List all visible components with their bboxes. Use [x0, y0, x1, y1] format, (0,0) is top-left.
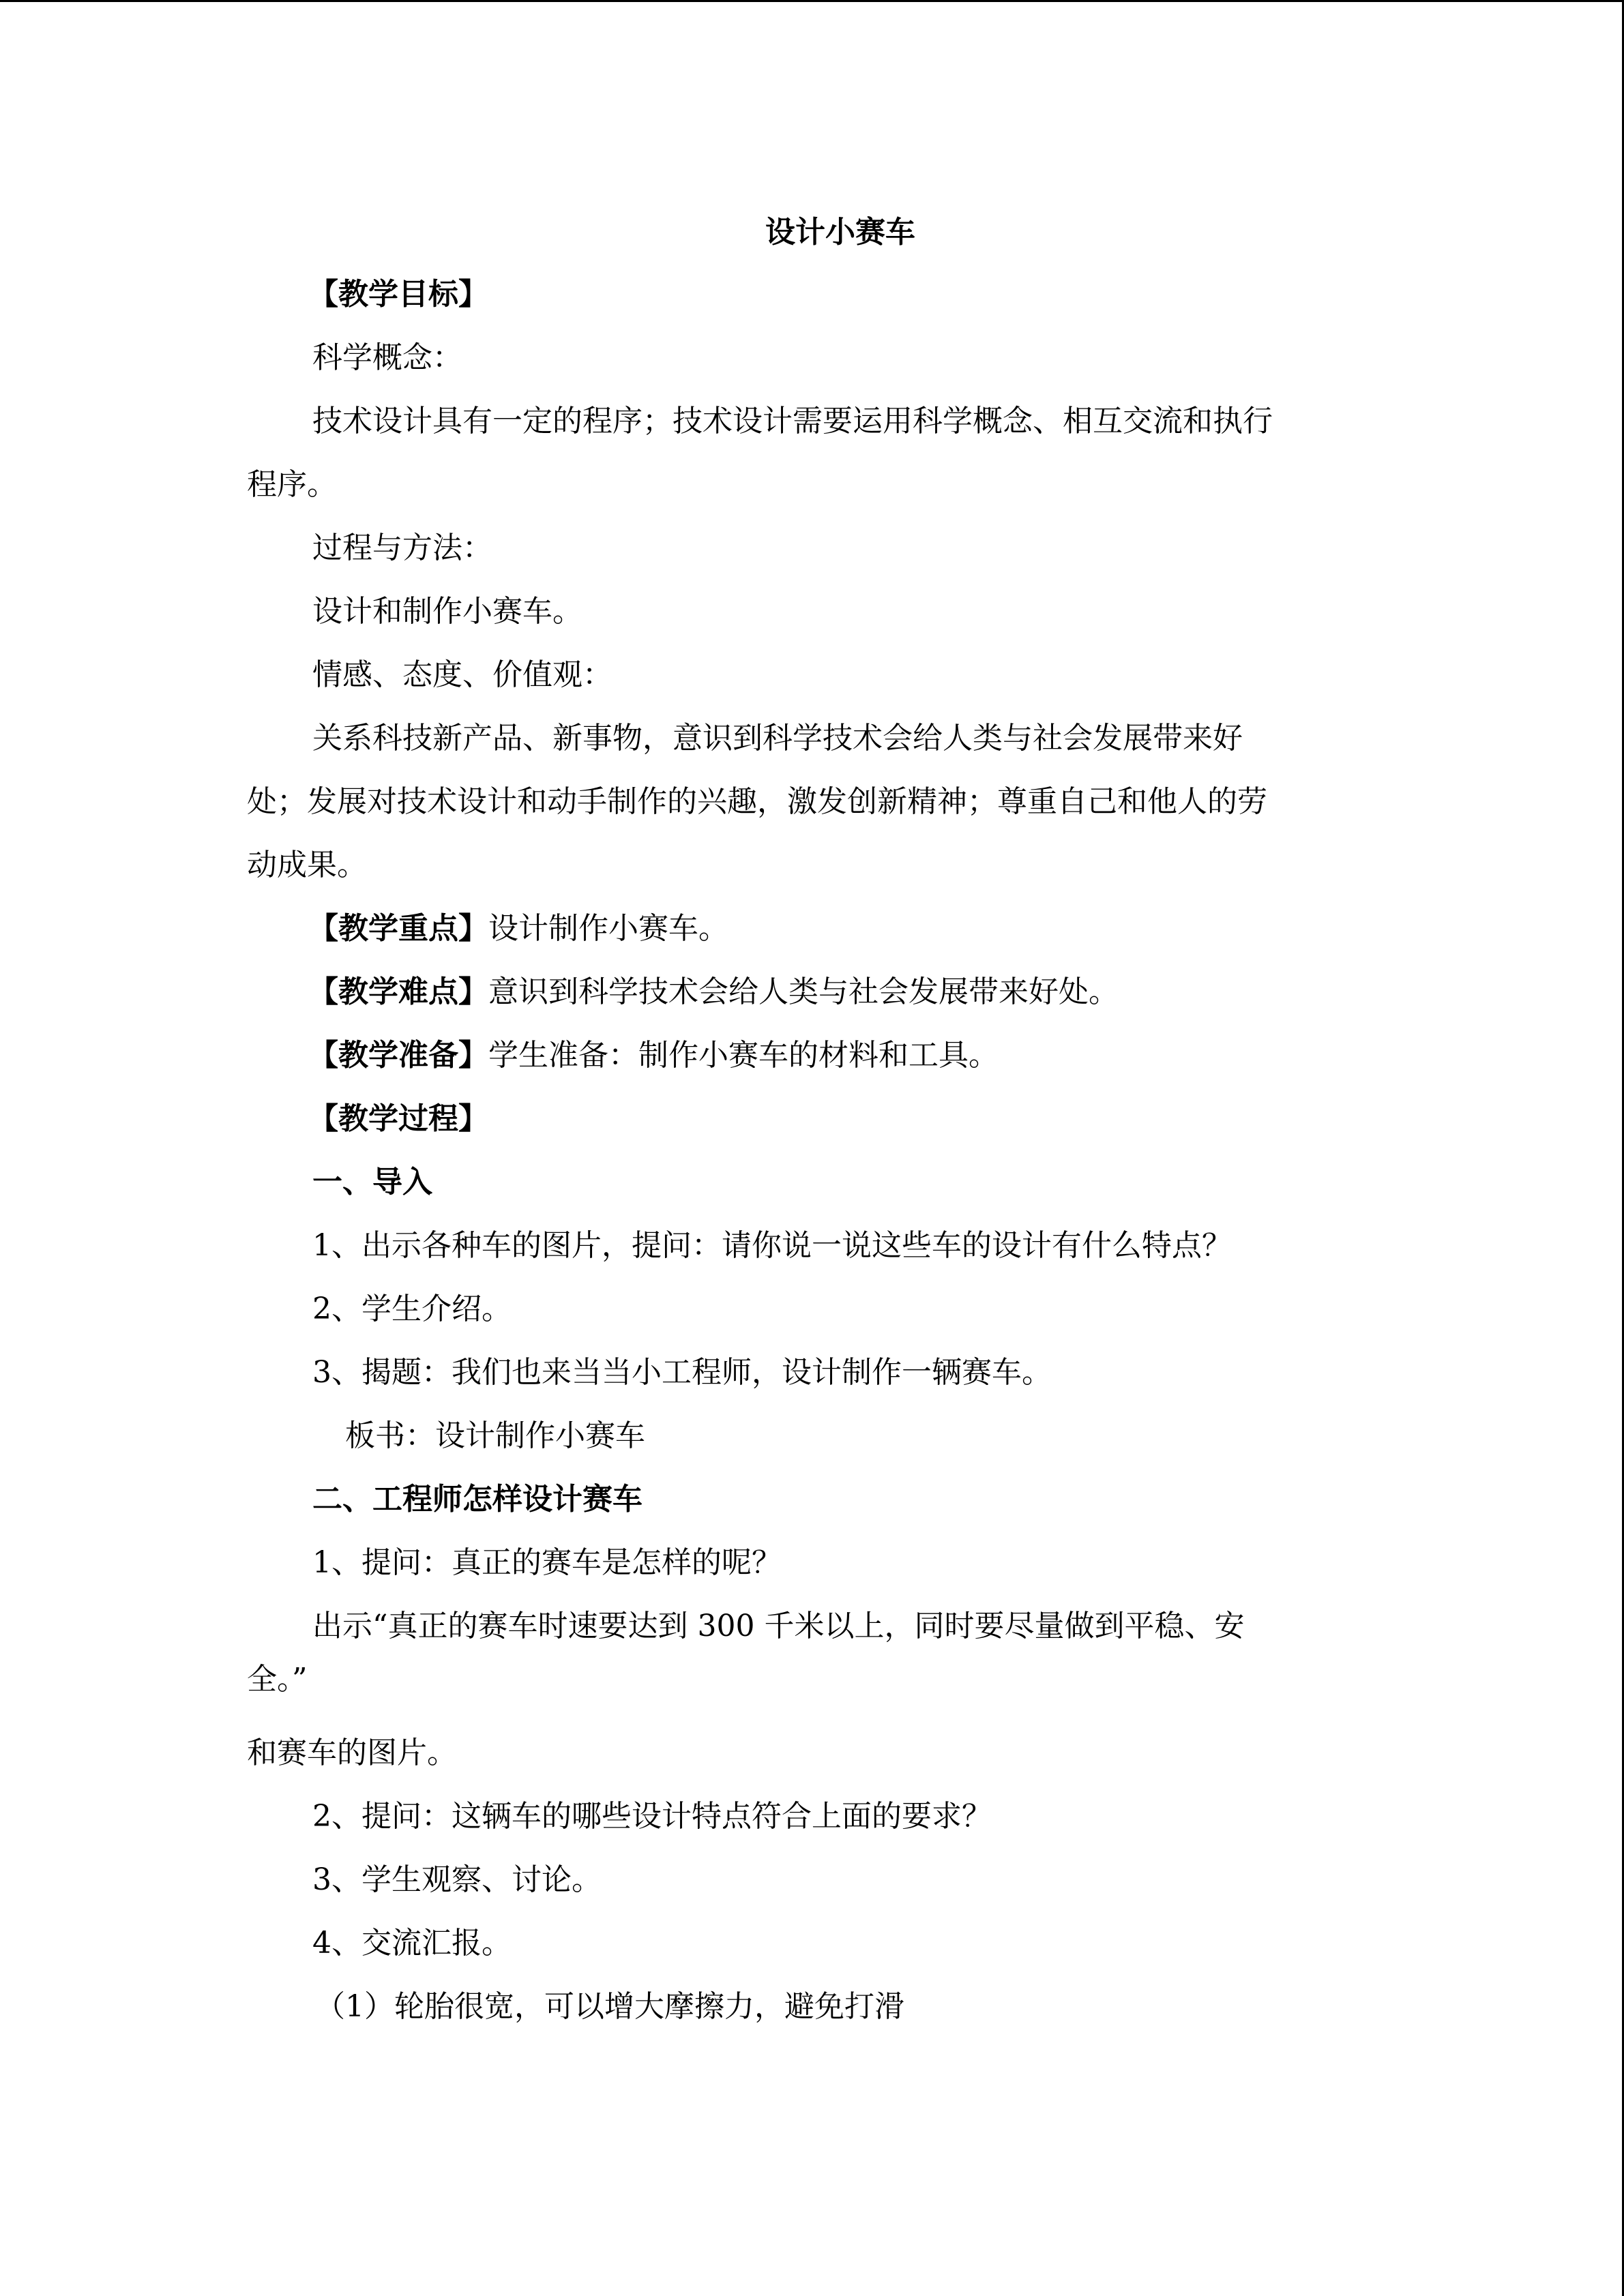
attitude-label: 情感、态度、价值观： [312, 657, 612, 692]
section-2-show-line-1: 出示“真正的赛车时速要达到 300 千米以上，同时要尽量做到平稳、安 [312, 1609, 1245, 1643]
board-text: 板书：设计制作小赛车 [345, 1418, 645, 1453]
section-2-item-4-sub-1: （1）轮胎很宽，可以增大摩擦力，避免打滑 [315, 1989, 904, 2024]
attitude-text-line-3: 动成果。 [247, 848, 367, 882]
attitude-text-line-2: 处；发展对技术设计和动手制作的兴趣，激发创新精神；尊重自己和他人的劳 [247, 784, 1267, 819]
difficulty-label: 【教学难点】 [308, 974, 488, 1009]
attitude-text-line-1: 关系科技新产品、新事物，意识到科学技术会给人类与社会发展带来好 [312, 721, 1243, 756]
section-2-show-line-2: 全。” [247, 1662, 308, 1697]
prep-line [308, 1035, 999, 1076]
prep-label: 【教学准备】 [308, 1038, 488, 1073]
section-2-show-line-3: 和赛车的图片。 [247, 1735, 457, 1770]
section-1-heading: 一、导入 [312, 1165, 432, 1199]
section-1-item-2: 2、学生介绍。 [312, 1292, 512, 1326]
key-point-label: 【教学重点】 [308, 911, 488, 946]
section-1-item-1: 1、出示各种车的图片，提问：请你说一说这些车的设计有什么特点？ [312, 1228, 1232, 1263]
key-point-text: 设计制作小赛车。 [488, 911, 728, 946]
key-point-line [308, 908, 728, 949]
process-heading: 【教学过程】 [308, 1101, 488, 1136]
sci-concept-text-line-1: 技术设计具有一定的程序；技术设计需要运用科学概念、相互交流和执行 [312, 404, 1273, 438]
sci-concept-text-line-2: 程序。 [247, 467, 337, 502]
objectives-heading: 【教学目标】 [308, 277, 488, 312]
difficulty-line [308, 972, 1119, 1013]
section-2-item-2: 2、提问：这辆车的哪些设计特点符合上面的要求？ [312, 1799, 992, 1834]
process-label: 过程与方法： [312, 531, 492, 565]
section-2-item-1: 1、提问：真正的赛车是怎样的呢？ [312, 1545, 782, 1580]
section-1-item-3: 3、揭题：我们也来当当小工程师，设计制作一辆赛车。 [312, 1355, 1052, 1390]
document-title: 设计小赛车 [765, 215, 915, 250]
section-2-heading: 二、工程师怎样设计赛车 [312, 1482, 643, 1517]
section-2-item-3: 3、学生观察、讨论。 [312, 1862, 602, 1897]
sci-concept-label: 科学概念： [312, 340, 462, 375]
section-2-item-4: 4、交流汇报。 [312, 1926, 512, 1960]
difficulty-text: 意识到科学技术会给人类与社会发展带来好处。 [488, 974, 1119, 1009]
process-text: 设计和制作小赛车。 [312, 594, 582, 629]
prep-text: 学生准备：制作小赛车的材料和工具。 [488, 1038, 999, 1073]
